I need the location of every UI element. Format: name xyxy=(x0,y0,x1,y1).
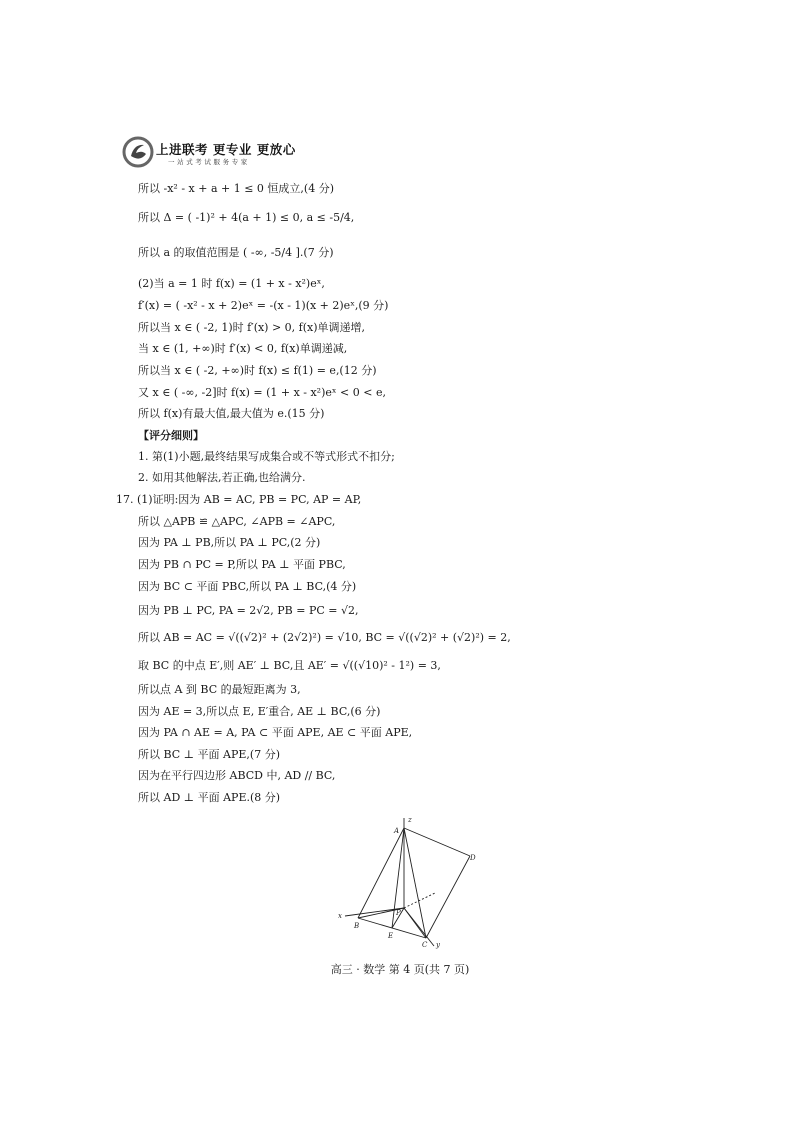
text-line: 所以当 x ∈ ( -2, +∞)时 f(x) ≤ f(1) = e,(12 分) xyxy=(138,364,377,377)
edge-AB xyxy=(358,828,404,918)
edge-DA xyxy=(404,828,470,856)
label-z: z xyxy=(408,816,412,824)
label-A: A xyxy=(394,827,400,835)
text-line: f′(x) = ( -x² - x + 2)eˣ = -(x - 1)(x + 2)eˣ,(9 分) xyxy=(138,299,389,312)
text-line: 所以当 x ∈ ( -2, 1)时 f′(x) > 0, f(x)单调递增, xyxy=(138,321,366,334)
text-line: 因为 AE = 3,所以点 E, E′重合, AE ⊥ BC,(6 分) xyxy=(138,705,381,718)
brand-title: 上进联考 更专业 更放心 xyxy=(156,142,296,157)
question-start: 17. (1)证明:因为 AB = AC, PB = PC, AP = AP, xyxy=(116,493,362,506)
header-logo xyxy=(122,136,296,170)
brand-logo-icon xyxy=(122,136,154,168)
text-line: 又 x ∈ ( -∞, -2]时 f(x) = (1 + x - x²)eˣ < 0 < e, xyxy=(138,386,386,399)
edge-CD xyxy=(426,856,470,938)
section-heading: 【评分细则】 xyxy=(138,429,204,442)
text-line: 因为 BC ⊂ 平面 PBC,所以 PA ⊥ BC,(4 分) xyxy=(138,580,357,593)
label-E: E xyxy=(388,932,394,940)
brand-tagline: 一站式考试服务专家 xyxy=(168,158,250,166)
text-line: 所以 Δ = ( -1)² + 4(a + 1) ≤ 0, a ≤ -5/4, xyxy=(138,211,355,224)
text-line: 所以 a 的取值范围是 ( -∞, -5/4 ].(7 分) xyxy=(138,246,334,259)
text-line: 1. 第(1)小题,最终结果写成集合或不等式形式不扣分; xyxy=(138,450,395,463)
label-D: D xyxy=(470,854,476,862)
text-line: 所以点 A 到 BC 的最短距离为 3, xyxy=(138,683,301,696)
text-line: (2)当 a = 1 时 f(x) = (1 + x - x²)eˣ, xyxy=(138,277,325,290)
text-line: 因为 PA ⊥ PB,所以 PA ⊥ PC,(2 分) xyxy=(138,536,321,549)
geometry-figure xyxy=(320,810,490,958)
label-P: P xyxy=(396,909,401,917)
label-B: B xyxy=(354,922,360,930)
label-C: C xyxy=(422,941,428,949)
text-line: 因为在平行四边形 ABCD 中, AD // BC, xyxy=(138,769,336,782)
text-line: 所以 -x² - x + a + 1 ≤ 0 恒成立,(4 分) xyxy=(138,182,334,195)
text-line: 所以 BC ⊥ 平面 APE,(7 分) xyxy=(138,748,280,761)
text-line: 所以 AB = AC = √((√2)² + (2√2)²) = √10, BC = √((√2)² + (√2)²) = 2, xyxy=(138,631,511,644)
text-line: 所以 AD ⊥ 平面 APE.(8 分) xyxy=(138,791,281,804)
text-line: 因为 PB ∩ PC = P,所以 PA ⊥ 平面 PBC, xyxy=(138,558,346,571)
page-footer: 高三 · 数学 第 4 页(共 7 页) xyxy=(330,963,470,976)
text-line: 所以 f(x)有最大值,最大值为 e.(15 分) xyxy=(138,407,325,420)
text-line: 2. 如用其他解法,若正确,也给满分. xyxy=(138,471,306,484)
label-y: y xyxy=(436,941,440,949)
text-line: 因为 PA ∩ AE = A, PA ⊂ 平面 APE, AE ⊂ 平面 APE, xyxy=(138,726,413,739)
label-x: x xyxy=(338,912,342,920)
text-line: 因为 PB ⊥ PC, PA = 2√2, PB = PC = √2, xyxy=(138,604,359,617)
text-line: 取 BC 的中点 E′,则 AE′ ⊥ BC,且 AE′ = √((√10)² - 1²) = 3, xyxy=(138,659,441,672)
text-line: 所以 △APB ≌ △APC, ∠APB = ∠APC, xyxy=(138,515,336,528)
text-line: 当 x ∈ (1, +∞)时 f′(x) < 0, f(x)单调递减, xyxy=(138,342,348,355)
